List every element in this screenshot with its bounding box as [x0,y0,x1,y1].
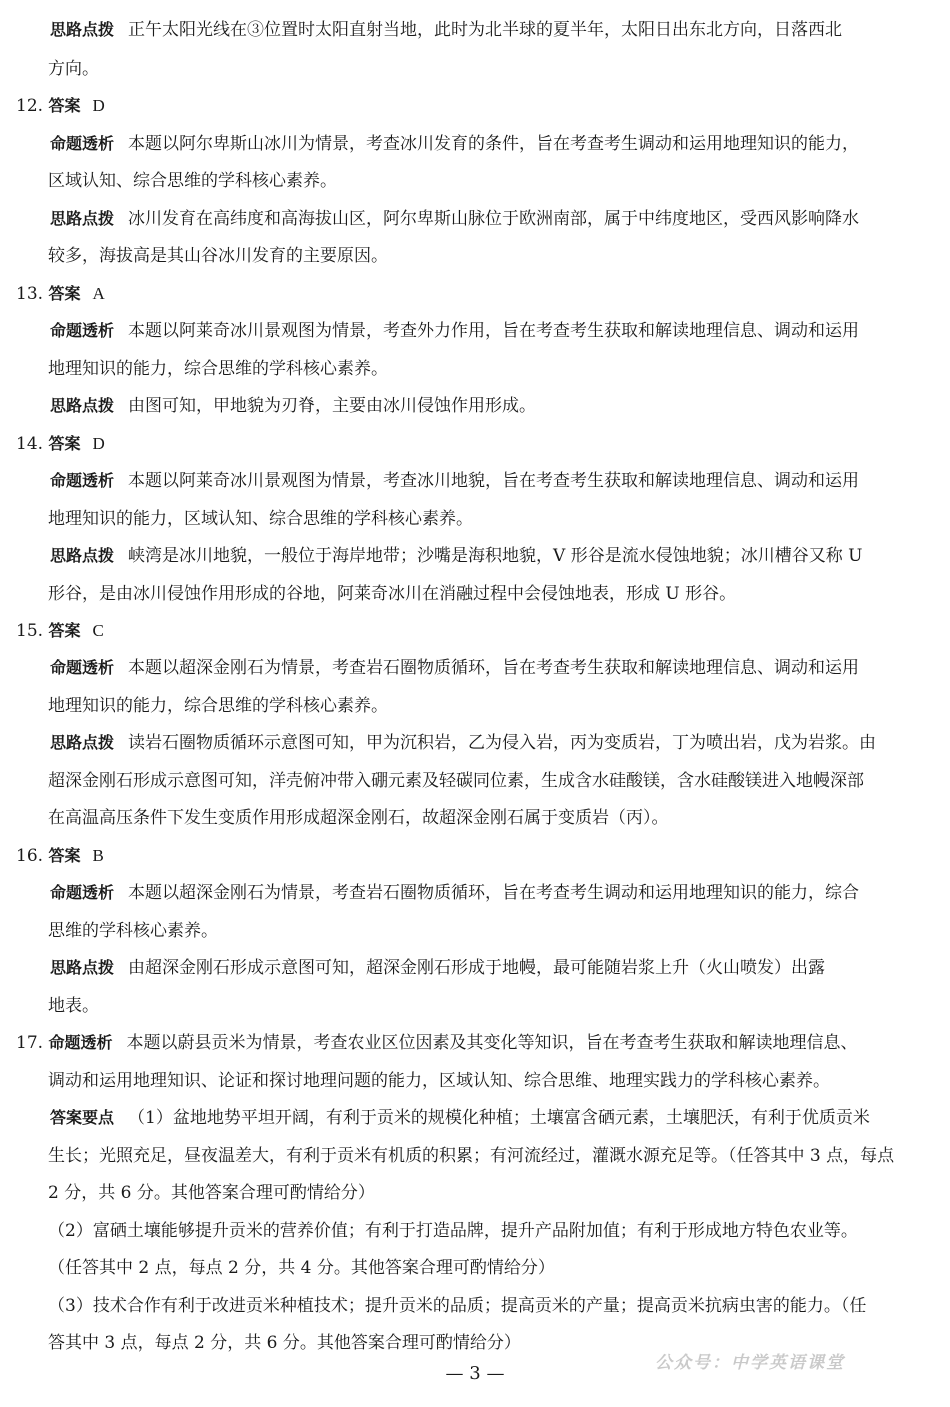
text-line: 地理知识的能力，综合思维的学科核心素养。 [48,359,388,379]
thought-hint-16 [50,957,825,979]
thought-hint-12 [50,208,859,230]
text: 由超深金刚石形成示意图可知，超深金刚石形成于地幔，最可能随岩浆上升（火山喷发）出露 [128,958,826,978]
text-line: （2）富硒土壤能够提升贡米的营养价值；有利于打造品牌，提升产品附加值；有利于形成地方特色农业等。 [48,1221,858,1241]
thought-hint-14 [50,545,862,567]
label: 思路点拨 [50,20,115,39]
text-line: 形谷，是由冰川侵蚀作用形成的谷地，阿莱奇冰川在消融过程中会侵蚀地表，形成 U 形谷。 [48,584,737,604]
text-line: 超深金刚石形成示意图可知，洋壳俯冲带入硼元素及轻碳同位素，生成含水硅酸镁，含水硅酸镁进入地幔深部 [48,771,864,791]
text-line: 区域认知、综合思维的学科核心素养。 [48,171,337,191]
text-line: 较多，海拔高是其山谷冰川发育的主要原因。 [48,246,388,266]
question-number: 15. [16,621,44,641]
answer-letter: B [92,846,104,865]
label: 答案 [48,96,81,115]
watermark: 公众号：中学英语课堂 [655,1353,845,1373]
text: 本题以阿莱奇冰川景观图为情景，考查外力作用，旨在考查考生获取和解读地理信息、调动和运用 [128,321,860,341]
text-line: 地理知识的能力，区域认知、综合思维的学科核心素养。 [48,509,473,529]
text: 读岩石圈物质循环示意图可知，甲为沉积岩，乙为侵入岩，丙为变质岩，丁为喷出岩，戊为岩浆。由 [128,733,877,753]
question-15-answer [16,620,104,642]
text: 本题以阿尔卑斯山冰川为情景，考查冰川发育的条件，旨在考查考生调动和运用地理知识的能力， [128,134,860,154]
answer-letter: D [92,434,105,453]
label: 答案 [48,284,81,303]
thought-hint-11 [50,19,842,41]
text-line: 方向。 [48,59,99,79]
text-line: 答其中 3 点，每点 2 分，共 6 分。其他答案合理可酌情给分） [48,1333,521,1353]
label: 答案 [48,434,81,453]
text-line: （3）技术合作有利于改进贡米种植技术；提升贡米的品质；提高贡米的产量；提高贡米抗病虫害的能力。（任 [48,1296,867,1316]
label: 思路点拨 [50,546,115,565]
analysis-13 [50,320,859,342]
text-line: 调动和运用地理知识、论证和探讨地理问题的能力，区域认知、综合思维、地理实践力的学科核心素养。 [48,1071,830,1091]
label: 思路点拨 [50,958,115,977]
answer-letter: D [92,96,105,115]
question-16-answer [16,845,104,867]
analysis-16 [50,882,859,904]
analysis-12 [50,133,859,155]
analysis-14 [50,470,859,492]
text-line: 在高温高压条件下发生变质作用形成超深金刚石，故超深金刚石属于变质岩（丙）。 [48,808,669,828]
text-line: 地理知识的能力，综合思维的学科核心素养。 [48,696,388,716]
thought-hint-13 [50,395,536,417]
text-line: 思维的学科核心素养。 [48,921,218,941]
text-line: （任答其中 2 点，每点 2 分，共 4 分。其他答案合理可酌情给分） [48,1258,555,1278]
label: 思路点拨 [50,733,115,752]
text: 冰川发育在高纬度和高海拔山区，阿尔卑斯山脉位于欧洲南部，属于中纬度地区，受西风影响降水 [128,209,860,229]
text: 本题以超深金刚石为情景，考查岩石圈物质循环，旨在考查考生获取和解读地理信息、调动和运用 [128,658,860,678]
text-line: 生长；光照充足，昼夜温差大，有利于贡米有机质的积累；有河流经过，灌溉水源充足等。（任答其中 3 点，每点 [48,1146,895,1166]
question-number: 16. [16,846,44,866]
label: 命题透析 [50,471,115,490]
label: 命题透析 [50,321,115,340]
label: 命题透析 [50,134,115,153]
label: 答案要点 [50,1108,115,1127]
label: 命题透析 [50,883,115,902]
text: 正午太阳光线在③位置时太阳直射当地，此时为北半球的夏半年，太阳日出东北方向，日落西北 [128,20,843,40]
question-17-analysis [16,1032,857,1054]
label: 命题透析 [50,658,115,677]
text-line: 地表。 [48,996,99,1016]
thought-hint-15 [50,732,876,754]
question-13-answer [16,283,105,305]
text: 峡湾是冰川地貌，一般位于海岸地带；沙嘴是海积地貌，V 形谷是流水侵蚀地貌；冰川槽谷又称 U [128,546,863,566]
analysis-15 [50,657,859,679]
text: 本题以阿莱奇冰川景观图为情景，考查冰川地貌，旨在考查考生获取和解读地理信息、调动和运用 [128,471,860,491]
question-number: 14. [16,434,44,454]
label: 答案 [48,846,81,865]
question-number: 17. [16,1033,44,1053]
answer-letter: A [92,284,105,303]
question-14-answer [16,433,105,455]
answer-letter: C [92,621,104,640]
label: 命题透析 [48,1033,113,1052]
question-number: 13. [16,284,44,304]
text: 由图可知，甲地貌为刃脊，主要由冰川侵蚀作用形成。 [128,396,537,416]
question-number: 12. [16,96,44,116]
label: 思路点拨 [50,396,115,415]
question-12-answer [16,95,105,117]
page-number: — 3 — [445,1363,505,1384]
text: 本题以超深金刚石为情景，考查岩石圈物质循环，旨在考查考生调动和运用地理知识的能力，综合 [128,883,860,903]
text: （1）盆地地势平坦开阔，有利于贡米的规模化种植；土壤富含硒元素，土壤肥沃，有利于优质贡米 [128,1108,870,1128]
answer-points-17 [50,1107,870,1129]
text-line: 2 分，共 6 分。其他答案合理可酌情给分） [48,1183,375,1203]
label: 答案 [48,621,81,640]
label: 思路点拨 [50,209,115,228]
text: 本题以蔚县贡米为情景，考查农业区位因素及其变化等知识，旨在考查考生获取和解读地理信息、 [126,1033,858,1053]
